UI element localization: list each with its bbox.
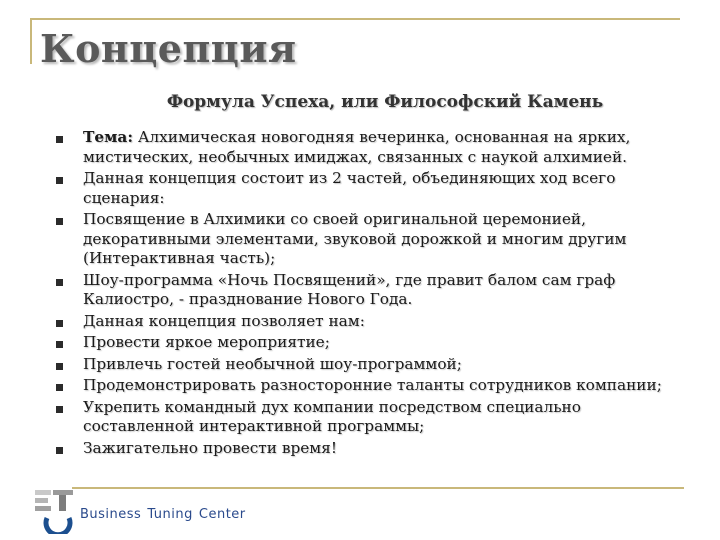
company-word: Business (80, 507, 142, 522)
bullet-item (56, 169, 686, 208)
bullet-text: Посвящение в Алхимики со своей оригинальной церемонией, декоративными элементами, звуковой дорожкой и многим другим (Интерактивная часть); (83, 210, 627, 267)
bullet-item (56, 128, 686, 167)
square-bullet-icon (56, 136, 63, 143)
bullet-item (56, 439, 686, 459)
bullet-text: Укрепить командный дух компании посредством специально составленной интерактивной программы; (83, 397, 581, 435)
bullet-text: Провести яркое мероприятие; (83, 333, 330, 351)
bullet-item (56, 271, 686, 310)
square-bullet-icon (56, 218, 63, 225)
square-bullet-icon (56, 341, 63, 348)
bullet-item (56, 210, 686, 269)
bullet-item (56, 355, 686, 375)
bullet-item (56, 398, 686, 437)
bullet-text: Шоу-программа «Ночь Посвящений», где правит балом сам граф Калиостро, - празднование Нового Года. (83, 270, 616, 308)
bullet-text: Алхимическая новогодняя вечеринка, основанная на ярких, мистических, необычных имиджах, связанных с наукой алхимией. (83, 128, 631, 166)
footer-divider (72, 487, 684, 489)
company-name (80, 507, 252, 522)
bullet-label: Тема: (83, 128, 133, 146)
bullet-text: Данная концепция состоит из 2 частей, объединяющих ход всего сценария: (83, 169, 616, 207)
btc-logo-icon (33, 488, 77, 534)
slide-subtitle: Формула Успеха, или Философский Камень (166, 92, 604, 112)
square-bullet-icon (56, 177, 63, 184)
bullet-text: Зажигательно провести время! (83, 438, 337, 457)
bullet-text: Продемонстрировать разносторонние таланты сотрудников компании; (83, 376, 662, 394)
company-word: Tuning (147, 507, 193, 522)
bullet-item (56, 312, 686, 332)
company-word: Center (198, 507, 246, 522)
square-bullet-icon (56, 447, 63, 454)
bullet-list (56, 128, 686, 460)
bullet-text: Данная концепция позволяет нам: (83, 311, 365, 330)
bullet-item (56, 376, 686, 396)
slide-title: Концепция (40, 26, 297, 71)
square-bullet-icon (56, 279, 63, 286)
top-frame-line (30, 18, 680, 20)
square-bullet-icon (56, 320, 63, 327)
square-bullet-icon (56, 363, 63, 370)
square-bullet-icon (56, 406, 63, 413)
square-bullet-icon (56, 384, 63, 391)
left-frame-line (30, 18, 32, 64)
bullet-text: Привлечь гостей необычной шоу-программой; (83, 354, 462, 373)
bullet-item (56, 333, 686, 353)
